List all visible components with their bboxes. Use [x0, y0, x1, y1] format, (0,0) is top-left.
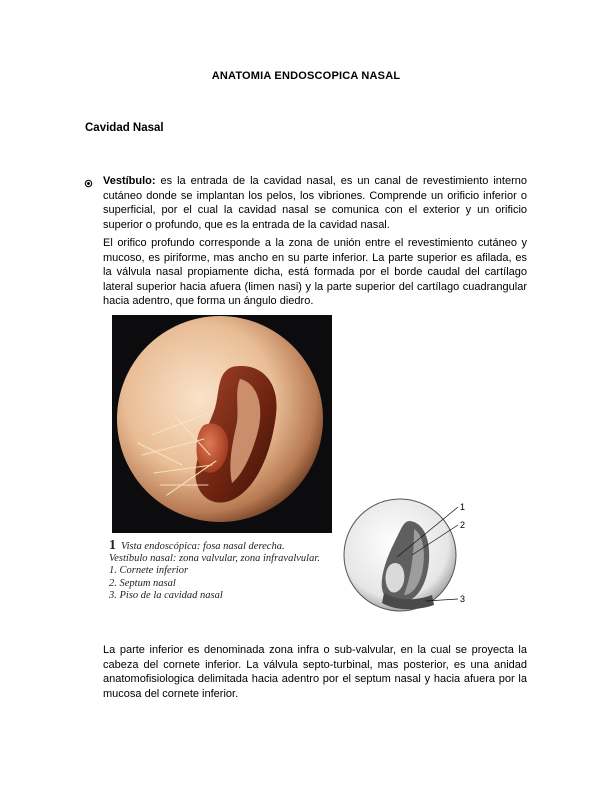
figure-number: 1 [109, 538, 116, 553]
diagram-label-2: 2 [460, 520, 466, 530]
caption-line: 2. Septum nasal [109, 577, 176, 589]
caption-line [109, 540, 320, 553]
vestibulo-term: Vestíbulo: [103, 175, 156, 187]
endoscopic-photo [112, 315, 332, 533]
bullet-icon [84, 179, 93, 188]
caption-line: Vestíbulo nasal: zona valvular, zona infravalvular. [109, 553, 320, 565]
subvalvular-paragraph: La parte inferior es denominada zona infra o sub-valvular, en la cual se proyecta la cabeza del cornete inferior. La válvula septo-turbinal, mas posterior, es una anidad anatomofisiologica delimitada hacia adentro por el septum nasal y hacia afuera por la mucosa del cornete inferior. [103, 644, 527, 700]
caption-line: 1. Cornete inferior [109, 565, 189, 577]
caption-text: Vista endoscópica: fosa nasal derecha. [121, 541, 285, 552]
caption-line: 3. Piso de la cavidad nasal [109, 589, 223, 601]
orificio-paragraph: El orifico profundo corresponde a la zona de unión entre el revestimiento cutáneo y mucoso, es piriforme, mas ancho en su parte inferior. La parte superior es afilada, es la válvula nasal propiamente dicha, está formada por el borde caudal del cartílago lateral superior hacia afuera (limen nasi) y la parte superior del cartílago cuadrangular hacia adentro, que forma un ángulo diedro. [103, 237, 527, 308]
anatomy-diagram [340, 495, 474, 617]
diagram-label-3: 3 [460, 594, 466, 604]
vestibulo-text: es la entrada de la cavidad nasal, es un canal de revestimiento interno cutáneo donde se implantan los pelos, los vibriones. Comprende un orificio inferior o superficial, por el cual la cavidad nasal se comunica con el exterior y un orificio superior o profundo, que es la entrada de la cavidad nasal. [103, 175, 527, 231]
vestibulo-paragraph [103, 174, 527, 232]
figure-caption [109, 540, 320, 602]
section-heading: Cavidad Nasal [85, 122, 164, 134]
diagram-label-1: 1 [460, 502, 466, 512]
page-title: ANATOMIA ENDOSCOPICA NASAL [211, 70, 401, 82]
